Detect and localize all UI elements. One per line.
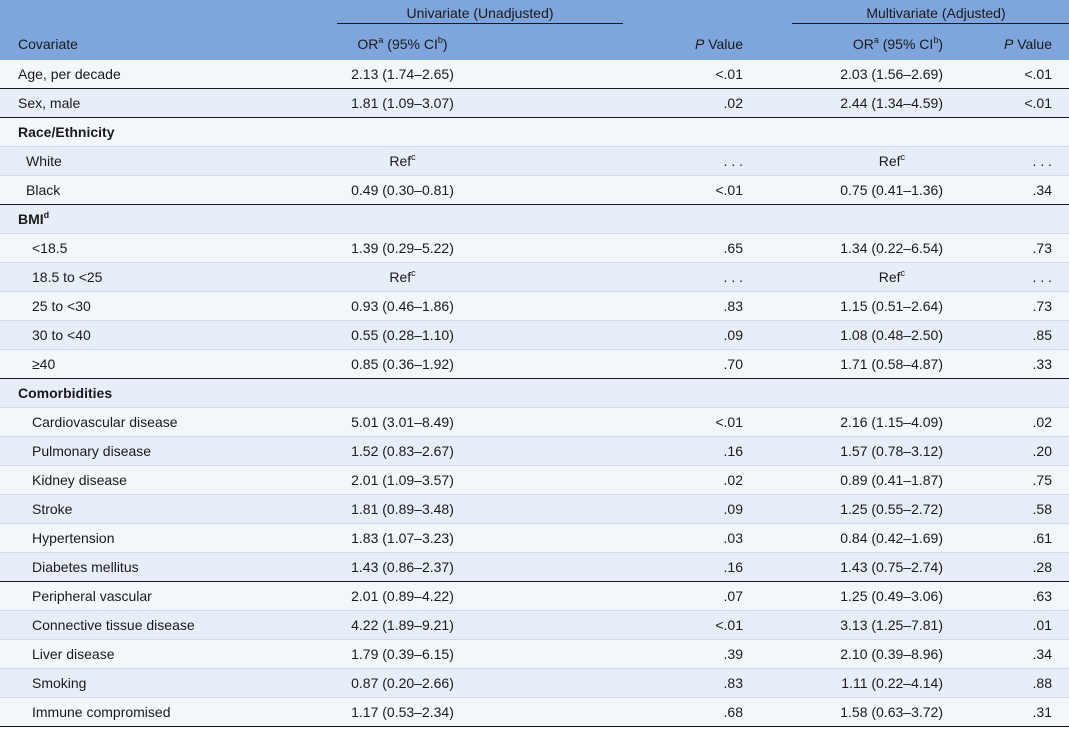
uni-or-cell: 4.22 (1.89–9.21) <box>255 611 550 640</box>
uni-or-cell: 0.49 (0.30–0.81) <box>255 176 550 205</box>
covariate-label: Cardiovascular disease <box>0 408 255 437</box>
multi-p-cell: .31 <box>943 698 1069 727</box>
section-label-comorbidities: Comorbidities <box>0 379 1069 408</box>
multi-or-cell: 1.43 (0.75–2.74) <box>792 553 943 582</box>
ci-label: (95% CI <box>878 35 934 52</box>
uni-or-cell: 0.87 (0.20–2.66) <box>255 669 550 698</box>
covariate-label: Immune compromised <box>0 698 255 727</box>
table-row <box>0 60 1069 89</box>
section-row <box>0 118 1069 147</box>
uni-p-cell: <.01 <box>550 408 792 437</box>
table-row <box>0 437 1069 466</box>
multi-p-cell: <.01 <box>943 89 1069 118</box>
covariate-label: Connective tissue disease <box>0 611 255 640</box>
multi-or-cell: 1.25 (0.55–2.72) <box>792 495 943 524</box>
section-label-bmi <box>0 205 1069 234</box>
uni-or-cell: 2.01 (0.89–4.22) <box>255 582 550 611</box>
value-label: Value <box>704 35 743 52</box>
multi-or-cell: 1.08 (0.48–2.50) <box>792 321 943 350</box>
table-row <box>0 524 1069 553</box>
multi-p-cell: .85 <box>943 321 1069 350</box>
table-header <box>0 0 1069 60</box>
uni-or-cell <box>255 263 550 292</box>
covariate-label: Peripheral vascular <box>0 582 255 611</box>
multi-p-cell: .88 <box>943 669 1069 698</box>
multi-p-cell: .73 <box>943 292 1069 321</box>
table-row <box>0 466 1069 495</box>
uni-p-cell: .70 <box>550 350 792 379</box>
value-label: Value <box>1013 35 1052 52</box>
table-row <box>0 640 1069 669</box>
uni-p-cell: .03 <box>550 524 792 553</box>
multi-or-cell: 1.15 (0.51–2.64) <box>792 292 943 321</box>
column-header-covariate: Covariate <box>18 35 78 52</box>
multi-p-cell: <.01 <box>943 60 1069 89</box>
multi-or-cell: 0.84 (0.42–1.69) <box>792 524 943 553</box>
table-row <box>0 669 1069 698</box>
covariate-label: Hypertension <box>0 524 255 553</box>
uni-or-cell <box>255 147 550 176</box>
uni-or-cell: 1.17 (0.53–2.34) <box>255 698 550 727</box>
ref-footnote-marker: c <box>411 268 416 278</box>
table-row <box>0 350 1069 379</box>
p-label: P <box>694 35 705 52</box>
uni-or-cell: 0.55 (0.28–1.10) <box>255 321 550 350</box>
covariate-label: 25 to <30 <box>0 292 255 321</box>
table-row <box>0 176 1069 205</box>
multi-p-cell: .34 <box>943 640 1069 669</box>
uni-or-cell: 1.43 (0.86–2.37) <box>255 553 550 582</box>
p-label: P <box>1003 35 1014 52</box>
uni-p-cell: .68 <box>550 698 792 727</box>
uni-p-cell: <.01 <box>550 611 792 640</box>
covariate-label: Age, per decade <box>0 60 255 89</box>
table-row <box>0 553 1069 582</box>
table-row <box>0 263 1069 292</box>
section-row <box>0 205 1069 234</box>
uni-p-cell: .16 <box>550 437 792 466</box>
table-row <box>0 292 1069 321</box>
covariate-label: Liver disease <box>0 640 255 669</box>
multi-p-cell: .33 <box>943 350 1069 379</box>
multi-or-cell: 2.16 (1.15–4.09) <box>792 408 943 437</box>
header-spacer <box>0 0 255 29</box>
covariate-label: Stroke <box>0 495 255 524</box>
column-header-multi-p <box>943 29 1069 60</box>
uni-p-cell: . . . <box>550 147 792 176</box>
uni-p-cell: .39 <box>550 640 792 669</box>
uni-p-cell: <.01 <box>550 176 792 205</box>
table-row <box>0 89 1069 118</box>
table-row <box>0 408 1069 437</box>
multi-p-cell: .73 <box>943 234 1069 263</box>
covariate-label: Black <box>0 176 255 205</box>
or-label: OR <box>852 35 874 52</box>
ref-label: Ref <box>878 153 901 169</box>
multi-or-cell: 1.71 (0.58–4.87) <box>792 350 943 379</box>
multivariate-group-label: Multivariate (Adjusted) <box>792 5 1069 24</box>
uni-or-cell: 5.01 (3.01–8.49) <box>255 408 550 437</box>
bmi-label: BMI <box>18 211 44 227</box>
ref-label: Ref <box>389 269 412 285</box>
section-row <box>0 379 1069 408</box>
table-row <box>0 321 1069 350</box>
uni-p-cell: .83 <box>550 292 792 321</box>
multi-or-cell: 1.57 (0.78–3.12) <box>792 437 943 466</box>
covariate-label: ≥40 <box>0 350 255 379</box>
ref-footnote-marker: c <box>900 268 905 278</box>
or-label: OR <box>357 35 379 52</box>
section-label-race-ethnicity: Race/Ethnicity <box>0 118 1069 147</box>
ci-label-close: ) <box>938 35 943 52</box>
multi-or-cell <box>792 263 943 292</box>
table-body <box>0 60 1069 727</box>
uni-p-cell: .09 <box>550 321 792 350</box>
multi-or-cell: 1.58 (0.63–3.72) <box>792 698 943 727</box>
covariate-label: Kidney disease <box>0 466 255 495</box>
uni-p-cell: .65 <box>550 234 792 263</box>
multi-p-cell: .28 <box>943 553 1069 582</box>
multi-p-cell: .61 <box>943 524 1069 553</box>
ref-footnote-marker: c <box>900 152 905 162</box>
ci-label-close: ) <box>442 35 448 52</box>
ci-label: (95% CI <box>383 35 438 52</box>
uni-p-cell: .02 <box>550 89 792 118</box>
multi-or-cell: 3.13 (1.25–7.81) <box>792 611 943 640</box>
multi-p-cell: .02 <box>943 408 1069 437</box>
multi-p-cell: .75 <box>943 466 1069 495</box>
uni-or-cell: 1.79 (0.39–6.15) <box>255 640 550 669</box>
uni-or-cell: 1.52 (0.83–2.67) <box>255 437 550 466</box>
table-row <box>0 147 1069 176</box>
covariate-label: White <box>0 147 255 176</box>
uni-or-cell: 0.85 (0.36–1.92) <box>255 350 550 379</box>
table-row <box>0 698 1069 727</box>
multi-or-cell: 2.10 (0.39–8.96) <box>792 640 943 669</box>
uni-p-cell: .16 <box>550 553 792 582</box>
or-footnote-marker: a <box>873 34 879 45</box>
table-row <box>0 582 1069 611</box>
multi-p-cell: . . . <box>943 263 1069 292</box>
multi-or-cell: 0.75 (0.41–1.36) <box>792 176 943 205</box>
uni-p-cell: .09 <box>550 495 792 524</box>
group-header-univariate <box>255 0 792 29</box>
multi-or-cell: 0.89 (0.41–1.87) <box>792 466 943 495</box>
table-row <box>0 611 1069 640</box>
covariate-label: 18.5 to <25 <box>0 263 255 292</box>
uni-or-cell: 1.81 (0.89–3.48) <box>255 495 550 524</box>
multi-or-cell: 1.11 (0.22–4.14) <box>792 669 943 698</box>
multi-p-cell: .34 <box>943 176 1069 205</box>
multi-or-cell: 1.34 (0.22–6.54) <box>792 234 943 263</box>
table-row <box>0 495 1069 524</box>
multi-or-cell: 2.44 (1.34–4.59) <box>792 89 943 118</box>
multi-or-cell: 1.25 (0.49–3.06) <box>792 582 943 611</box>
multi-or-cell: 2.03 (1.56–2.69) <box>792 60 943 89</box>
univariate-group-label: Univariate (Unadjusted) <box>337 5 623 24</box>
ci-footnote-marker: b <box>437 34 443 45</box>
covariate-label: Smoking <box>0 669 255 698</box>
ref-label: Ref <box>878 269 901 285</box>
covariate-label: 30 to <40 <box>0 321 255 350</box>
column-header-uni-p <box>550 29 792 60</box>
ref-label: Ref <box>389 153 412 169</box>
or-footnote-marker: a <box>378 34 384 45</box>
uni-or-cell: 2.01 (1.09–3.57) <box>255 466 550 495</box>
multi-p-cell: . . . <box>943 147 1069 176</box>
uni-or-cell: 1.83 (1.07–3.23) <box>255 524 550 553</box>
column-header-uni-or <box>255 29 550 60</box>
uni-p-cell: . . . <box>550 263 792 292</box>
ref-footnote-marker: c <box>411 152 416 162</box>
covariate-label: <18.5 <box>0 234 255 263</box>
uni-p-cell: <.01 <box>550 60 792 89</box>
bmi-footnote-marker: d <box>43 210 50 220</box>
uni-or-cell: 1.81 (1.09–3.07) <box>255 89 550 118</box>
multi-p-cell: .01 <box>943 611 1069 640</box>
multi-or-cell <box>792 147 943 176</box>
uni-or-cell: 0.93 (0.46–1.86) <box>255 292 550 321</box>
multi-p-cell: .58 <box>943 495 1069 524</box>
covariate-label: Pulmonary disease <box>0 437 255 466</box>
uni-p-cell: .07 <box>550 582 792 611</box>
group-header-multivariate <box>792 0 1069 29</box>
uni-or-cell: 1.39 (0.29–5.22) <box>255 234 550 263</box>
uni-p-cell: .02 <box>550 466 792 495</box>
multi-p-cell: .20 <box>943 437 1069 466</box>
covariate-label: Sex, male <box>0 89 255 118</box>
uni-or-cell: 2.13 (1.74–2.65) <box>255 60 550 89</box>
covariate-label: Diabetes mellitus <box>0 553 255 582</box>
table-row <box>0 234 1069 263</box>
multi-p-cell: .63 <box>943 582 1069 611</box>
column-header-multi-or <box>792 29 943 60</box>
uni-p-cell: .83 <box>550 669 792 698</box>
ci-footnote-marker: b <box>933 34 939 45</box>
